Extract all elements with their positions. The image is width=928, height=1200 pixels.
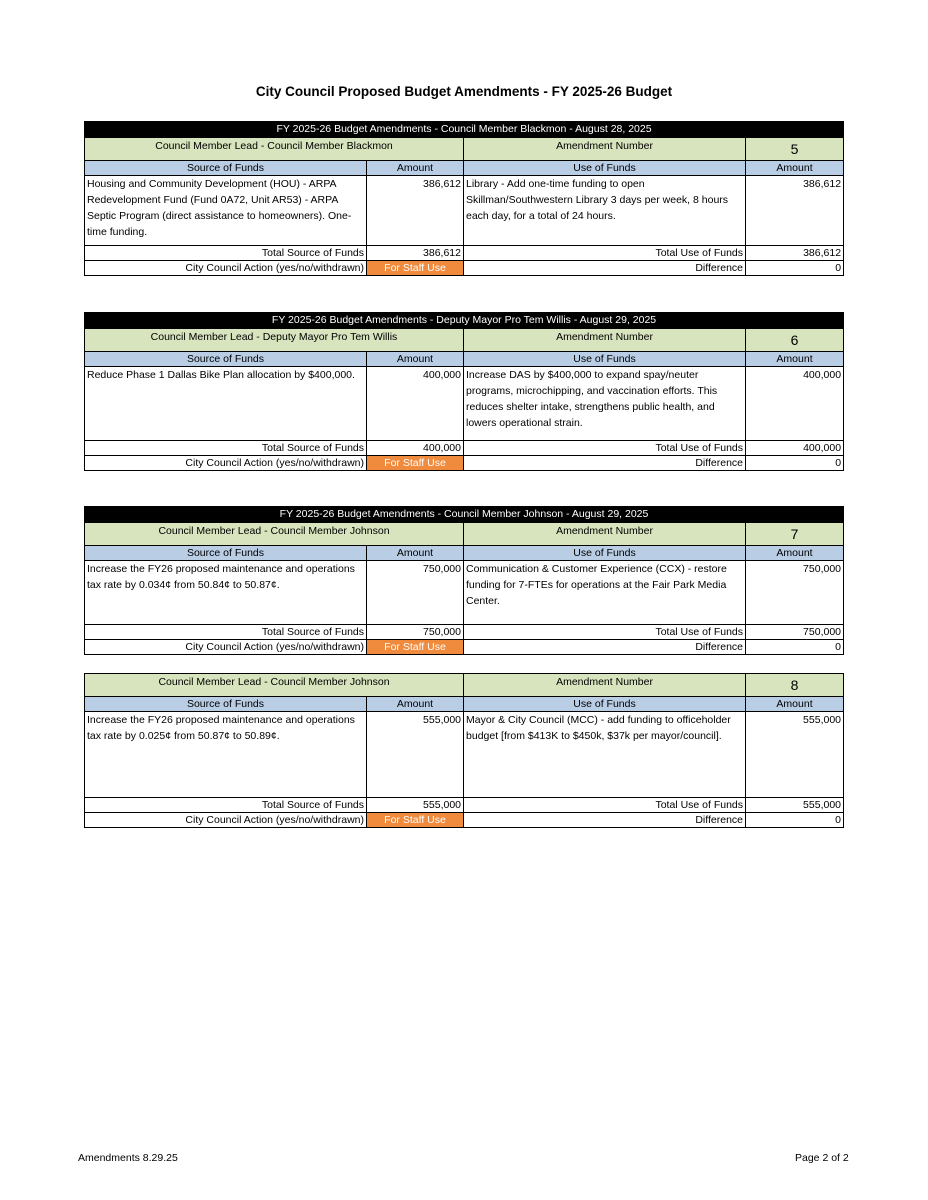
difference-value: 0 bbox=[746, 813, 844, 828]
total-use-label: Total Use of Funds bbox=[464, 246, 746, 261]
source-amount: 400,000 bbox=[367, 367, 464, 441]
source-amount: 386,612 bbox=[367, 176, 464, 246]
use-amount: 400,000 bbox=[746, 367, 844, 441]
amendment-number: 6 bbox=[746, 329, 844, 352]
use-of-funds-text: Increase DAS by $400,000 to expand spay/neuter programs, microchipping, and vaccination efforts. This reduces shelter intake, strengthens public health, and lowers operational strain. bbox=[464, 367, 746, 441]
council-member-lead: Council Member Lead - Council Member Johnson bbox=[85, 523, 464, 546]
total-use-label: Total Use of Funds bbox=[464, 441, 746, 456]
difference-value: 0 bbox=[746, 261, 844, 276]
difference-label: Difference bbox=[464, 261, 746, 276]
amendment-number-label: Amendment Number bbox=[464, 138, 746, 161]
council-action-label: City Council Action (yes/no/withdrawn) bbox=[85, 456, 367, 471]
source-amount: 750,000 bbox=[367, 561, 464, 625]
page-title: City Council Proposed Budget Amendments - FY 2025-26 Budget bbox=[255, 84, 673, 99]
use-amount: 386,612 bbox=[746, 176, 844, 246]
amount-header: Amount bbox=[367, 161, 464, 176]
amount-header: Amount bbox=[746, 161, 844, 176]
amendment-table-5 bbox=[84, 121, 844, 276]
difference-value: 0 bbox=[746, 640, 844, 655]
use-of-funds-header: Use of Funds bbox=[464, 546, 746, 561]
amount-header: Amount bbox=[746, 352, 844, 367]
difference-label: Difference bbox=[464, 813, 746, 828]
council-action-label: City Council Action (yes/no/withdrawn) bbox=[85, 813, 367, 828]
amendment-number: 8 bbox=[746, 674, 844, 697]
total-use-value: 750,000 bbox=[746, 625, 844, 640]
total-source-label: Total Source of Funds bbox=[85, 246, 367, 261]
council-action-label: City Council Action (yes/no/withdrawn) bbox=[85, 640, 367, 655]
source-of-funds-header: Source of Funds bbox=[85, 161, 367, 176]
use-of-funds-text: Mayor & City Council (MCC) - add funding to officeholder budget [from $413K to $450k, $37k per mayor/council]. bbox=[464, 712, 746, 798]
staff-use-cell: For Staff Use bbox=[367, 261, 464, 276]
total-source-value: 555,000 bbox=[367, 798, 464, 813]
total-source-label: Total Source of Funds bbox=[85, 441, 367, 456]
use-of-funds-header: Use of Funds bbox=[464, 697, 746, 712]
total-use-value: 386,612 bbox=[746, 246, 844, 261]
staff-use-cell: For Staff Use bbox=[367, 640, 464, 655]
amendment-number: 7 bbox=[746, 523, 844, 546]
use-amount: 750,000 bbox=[746, 561, 844, 625]
amount-header: Amount bbox=[367, 546, 464, 561]
amendment-number-label: Amendment Number bbox=[464, 329, 746, 352]
amendment-header: FY 2025-26 Budget Amendments - Deputy Mayor Pro Tem Willis - August 29, 2025 bbox=[85, 313, 844, 329]
total-source-label: Total Source of Funds bbox=[85, 625, 367, 640]
amendment-number-label: Amendment Number bbox=[464, 674, 746, 697]
use-of-funds-header: Use of Funds bbox=[464, 352, 746, 367]
amendment-number: 5 bbox=[746, 138, 844, 161]
council-member-lead: Council Member Lead - Deputy Mayor Pro Tem Willis bbox=[85, 329, 464, 352]
amendment-table-7 bbox=[84, 506, 844, 655]
amendment-table-8 bbox=[84, 673, 844, 828]
total-source-value: 386,612 bbox=[367, 246, 464, 261]
amount-header: Amount bbox=[367, 697, 464, 712]
total-use-label: Total Use of Funds bbox=[464, 798, 746, 813]
amendment-header: FY 2025-26 Budget Amendments - Council Member Johnson - August 29, 2025 bbox=[85, 507, 844, 523]
total-source-value: 400,000 bbox=[367, 441, 464, 456]
total-use-value: 400,000 bbox=[746, 441, 844, 456]
use-amount: 555,000 bbox=[746, 712, 844, 798]
footer-document-name: Amendments 8.29.25 bbox=[78, 1152, 178, 1164]
staff-use-cell: For Staff Use bbox=[367, 813, 464, 828]
total-use-label: Total Use of Funds bbox=[464, 625, 746, 640]
council-member-lead: Council Member Lead - Council Member Johnson bbox=[85, 674, 464, 697]
source-of-funds-text: Reduce Phase 1 Dallas Bike Plan allocation by $400,000. bbox=[85, 367, 367, 441]
source-of-funds-header: Source of Funds bbox=[85, 697, 367, 712]
source-of-funds-header: Source of Funds bbox=[85, 546, 367, 561]
source-of-funds-text: Increase the FY26 proposed maintenance and operations tax rate by 0.034¢ from 50.84¢ to 50.87¢. bbox=[85, 561, 367, 625]
amount-header: Amount bbox=[367, 352, 464, 367]
difference-value: 0 bbox=[746, 456, 844, 471]
source-amount: 555,000 bbox=[367, 712, 464, 798]
use-of-funds-header: Use of Funds bbox=[464, 161, 746, 176]
council-member-lead: Council Member Lead - Council Member Blackmon bbox=[85, 138, 464, 161]
staff-use-cell: For Staff Use bbox=[367, 456, 464, 471]
use-of-funds-text: Library - Add one-time funding to open Skillman/Southwestern Library 3 days per week, 8 hours each day, for a total of 24 hours. bbox=[464, 176, 746, 246]
amendment-table-6 bbox=[84, 312, 844, 471]
footer-page-number: Page 2 of 2 bbox=[795, 1152, 849, 1164]
difference-label: Difference bbox=[464, 640, 746, 655]
source-of-funds-header: Source of Funds bbox=[85, 352, 367, 367]
amount-header: Amount bbox=[746, 697, 844, 712]
amendment-header: FY 2025-26 Budget Amendments - Council Member Blackmon - August 28, 2025 bbox=[85, 122, 844, 138]
total-source-value: 750,000 bbox=[367, 625, 464, 640]
total-source-label: Total Source of Funds bbox=[85, 798, 367, 813]
use-of-funds-text: Communication & Customer Experience (CCX) - restore funding for 7-FTEs for operations at the Fair Park Media Center. bbox=[464, 561, 746, 625]
council-action-label: City Council Action (yes/no/withdrawn) bbox=[85, 261, 367, 276]
difference-label: Difference bbox=[464, 456, 746, 471]
source-of-funds-text: Increase the FY26 proposed maintenance and operations tax rate by 0.025¢ from 50.87¢ to 50.89¢. bbox=[85, 712, 367, 798]
total-use-value: 555,000 bbox=[746, 798, 844, 813]
amendment-number-label: Amendment Number bbox=[464, 523, 746, 546]
amount-header: Amount bbox=[746, 546, 844, 561]
source-of-funds-text: Housing and Community Development (HOU) - ARPA Redevelopment Fund (Fund 0A72, Unit AR53) - ARPA Septic Program (direct assistance to homeowners). One-time funding. bbox=[85, 176, 367, 246]
